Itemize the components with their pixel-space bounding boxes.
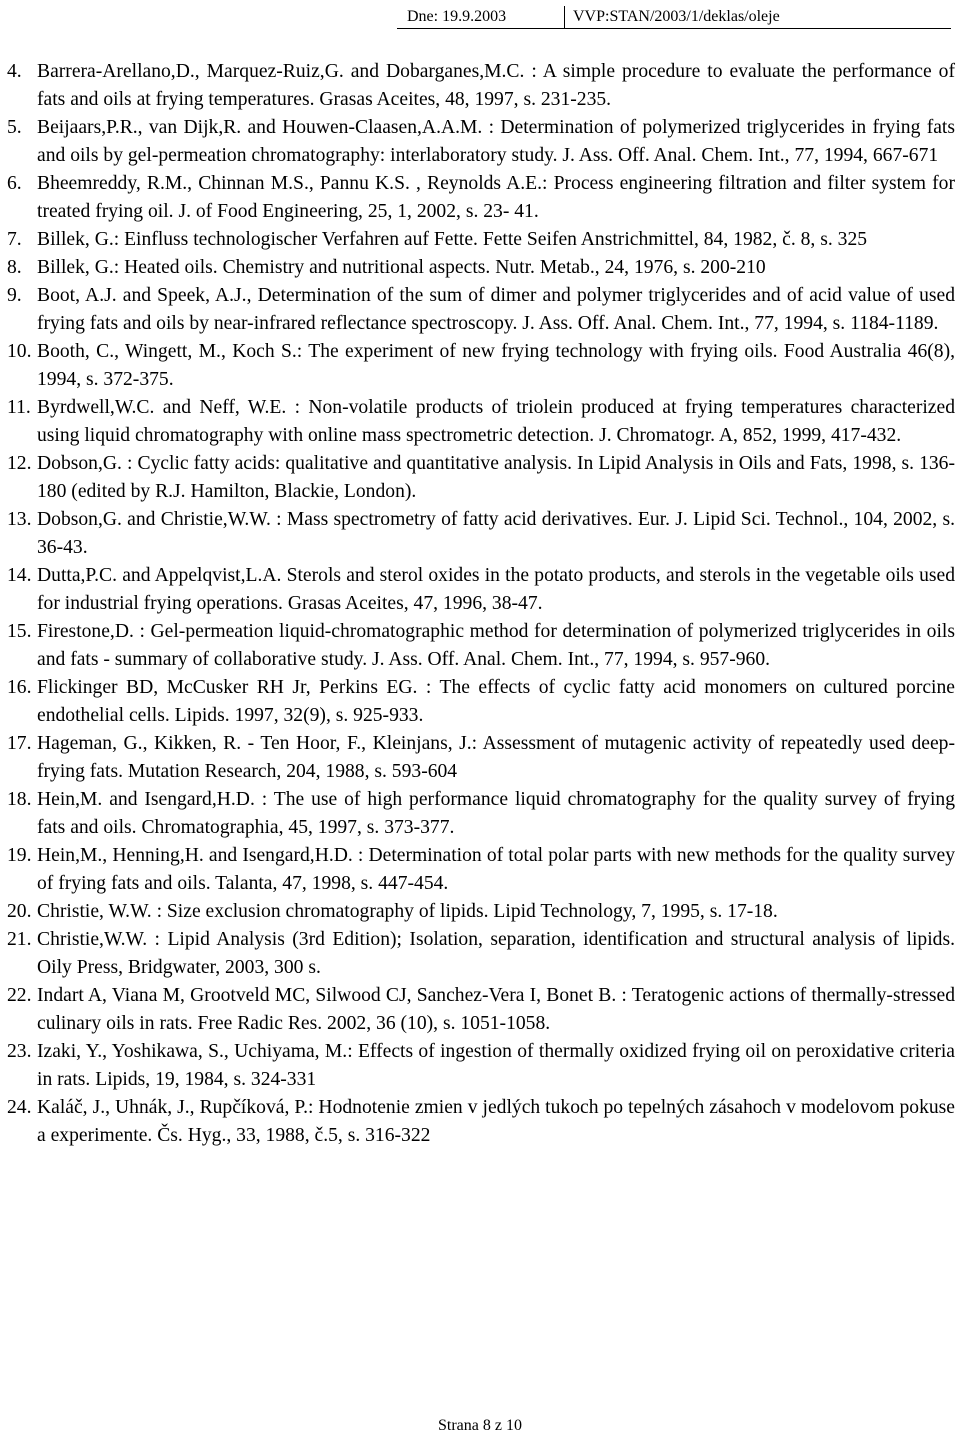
reference-text: Dobson,G. : Cyclic fatty acids: qualitative and quantitative analysis. In Lipid Analysis in Oils and Fats, 1998, s. 136-180 (edited by R.J. Hamilton, Blackie, London). (37, 453, 955, 502)
reference-text: Firestone,D. : Gel-permeation liquid-chromatographic method for determination of polymerized triglycerides in oils and fats - summary of collaborative study. J. Ass. Off. Anal. Chem. Int., 77, 1994, s. 957-960. (37, 621, 955, 670)
reference-text: Indart A, Viana M, Grootveld MC, Silwood CJ, Sanchez-Vera I, Bonet B. : Teratogenic actions of thermally-stressed culinary oils in rats. Free Radic Res. 2002, 36 (10), s. 1051-1058. (37, 985, 955, 1034)
reference-item (7, 730, 955, 786)
reference-item (7, 562, 955, 618)
reference-text: Hein,M., Henning,H. and Isengard,H.D. : Determination of total polar parts with new methods for the quality survey of frying fats and oils. Talanta, 47, 1998, s. 447-454. (37, 845, 955, 894)
reference-item (7, 982, 955, 1038)
reference-item (7, 114, 955, 170)
reference-text: Bheemreddy, R.M., Chinnan M.S., Pannu K.S. , Reynolds A.E.: Process engineering filtration and filter system for treated frying oil. J. of Food Engineering, 25, 1, 2002, s. 23- 41. (37, 173, 955, 222)
reference-item (7, 618, 955, 674)
reference-number: 13. (7, 509, 32, 530)
reference-item (7, 1094, 955, 1150)
reference-number: 22. (7, 985, 32, 1006)
reference-text: Izaki, Y., Yoshikawa, S., Uchiyama, M.: Effects of ingestion of thermally oxidized frying oil on peroxidative criteria in rats. Lipids, 19, 1984, s. 324-331 (37, 1041, 955, 1090)
reference-number: 14. (7, 565, 32, 586)
reference-text: Boot, A.J. and Speek, A.J., Determination of the sum of dimer and polymer triglycerides and of acid value of used frying fats and oils by near-infrared reflectance spectroscopy. J. Ass. Off. Anal. Chem. Int., 77, 1994, s. 1184-1189. (37, 285, 955, 334)
reference-number: 16. (7, 677, 32, 698)
reference-number: 23. (7, 1041, 32, 1062)
header-document-ref: VVP:STAN/2003/1/deklas/oleje (573, 8, 780, 25)
reference-number: 4. (7, 61, 22, 82)
reference-number: 24. (7, 1097, 32, 1118)
reference-list (7, 58, 955, 1150)
reference-item (7, 394, 955, 450)
reference-text: Billek, G.: Heated oils. Chemistry and nutritional aspects. Nutr. Metab., 24, 1976, s. 200-210 (37, 257, 766, 278)
reference-number: 9. (7, 285, 22, 306)
reference-item (7, 226, 955, 254)
reference-text: Christie, W.W. : Size exclusion chromatography of lipids. Lipid Technology, 7, 1995, s. 17-18. (37, 901, 778, 922)
reference-number: 12. (7, 453, 32, 474)
reference-number: 18. (7, 789, 32, 810)
reference-number: 8. (7, 257, 22, 278)
reference-item (7, 898, 955, 926)
reference-text: Hein,M. and Isengard,H.D. : The use of high performance liquid chromatography for the quality survey of frying fats and oils. Chromatographia, 45, 1997, s. 373-377. (37, 789, 955, 838)
reference-item (7, 338, 955, 394)
reference-item (7, 170, 955, 226)
reference-item (7, 506, 955, 562)
reference-text: Beijaars,P.R., van Dijk,R. and Houwen-Claasen,A.A.M. : Determination of polymerized triglycerides in frying fats and oils by gel-permeation chromatography: interlaboratory study. J. Ass. Off. Anal. Chem. Int., 77, 1994, 667-671 (37, 117, 955, 166)
page-number: Strana 8 z 10 (438, 1417, 522, 1434)
reference-number: 6. (7, 173, 22, 194)
reference-item (7, 254, 955, 282)
reference-number: 15. (7, 621, 32, 642)
reference-item (7, 926, 955, 982)
reference-text: Booth, C., Wingett, M., Koch S.: The experiment of new frying technology with frying oils. Food Australia 46(8), 1994, s. 372-375. (37, 341, 955, 390)
reference-text: Hageman, G., Kikken, R. - Ten Hoor, F., Kleinjans, J.: Assessment of mutagenic activity of repeatedly used deep-frying fats. Mutation Research, 204, 1988, s. 593-604 (37, 733, 955, 782)
reference-item (7, 282, 955, 338)
reference-item (7, 58, 955, 114)
reference-text: Dutta,P.C. and Appelqvist,L.A. Sterols and sterol oxides in the potato products, and sterols in the vegetable oils used for industrial frying operations. Grasas Aceites, 47, 1996, 38-47. (37, 565, 955, 614)
reference-item (7, 842, 955, 898)
reference-number: 17. (7, 733, 32, 754)
reference-number: 10. (7, 341, 32, 362)
reference-text: Barrera-Arellano,D., Marquez-Ruiz,G. and Dobarganes,M.C. : A simple procedure to evaluate the performance of fats and oils at frying temperatures. Grasas Aceites, 48, 1997, s. 231-235. (37, 61, 955, 110)
reference-number: 11. (7, 397, 31, 418)
reference-number: 21. (7, 929, 32, 950)
reference-text: Billek, G.: Einfluss technologischer Verfahren auf Fette. Fette Seifen Anstrichmittel, 84, 1982, č. 8, s. 325 (37, 229, 868, 250)
reference-text: Byrdwell,W.C. and Neff, W.E. : Non-volatile products of triolein produced at frying temperatures characterized using liquid chromatography with online mass spectrometric detection. J. Chromatogr. A, 852, 1999, 417-432. (37, 397, 955, 446)
page-header (397, 6, 951, 29)
reference-item (7, 786, 955, 842)
reference-number: 19. (7, 845, 32, 866)
reference-text: Kaláč, J., Uhnák, J., Rupčíková, P.: Hodnotenie zmien v jedlých tukoch po tepelných zásahoch v modelovom pokuse a experimente. Čs. Hyg., 33, 1988, č.5, s. 316-322 (37, 1097, 955, 1146)
reference-number: 20. (7, 901, 32, 922)
reference-item (7, 1038, 955, 1094)
reference-text: Dobson,G. and Christie,W.W. : Mass spectrometry of fatty acid derivatives. Eur. J. Lipid Sci. Technol., 104, 2002, s. 36-43. (37, 509, 955, 558)
reference-text: Flickinger BD, McCusker RH Jr, Perkins EG. : The effects of cyclic fatty acid monomers on cultured porcine endothelial cells. Lipids. 1997, 32(9), s. 925-933. (37, 677, 955, 726)
reference-text: Christie,W.W. : Lipid Analysis (3rd Edition); Isolation, separation, identification and structural analysis of lipids. Oily Press, Bridgwater, 2003, 300 s. (37, 929, 955, 978)
reference-item (7, 450, 955, 506)
reference-item (7, 674, 955, 730)
header-date: Dne: 19.9.2003 (397, 6, 565, 28)
reference-number: 7. (7, 229, 22, 250)
reference-number: 5. (7, 117, 22, 138)
